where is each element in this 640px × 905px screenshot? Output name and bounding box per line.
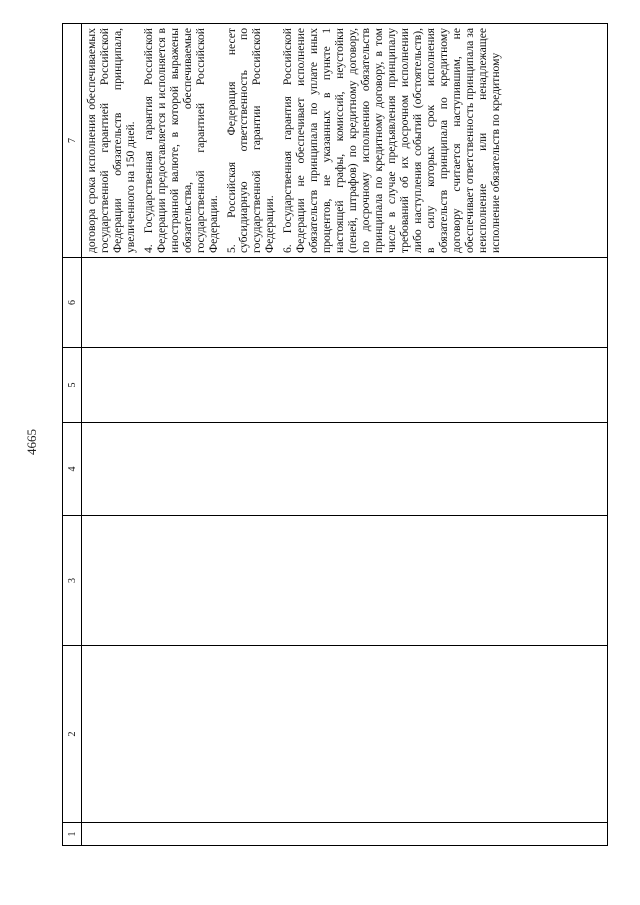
cell-col-5 (82, 348, 608, 423)
column-header-4: 4 (63, 423, 82, 516)
guarantee-conditions-table (62, 23, 608, 846)
rotated-table-container (62, 24, 608, 846)
cell-col-2 (82, 646, 608, 823)
column-header-3: 3 (63, 516, 82, 646)
paragraph-5: 5. Российская Федерация несет субсидиарную ответственность по государственной гарантии Российской Федерации. (224, 28, 277, 253)
column-header-7: 7 (63, 24, 82, 258)
cell-col-1 (82, 823, 608, 846)
column-header-2: 2 (63, 646, 82, 823)
cell-col-6 (82, 258, 608, 348)
cell-col-4 (82, 423, 608, 516)
page-number: 4665 (24, 429, 39, 455)
cell-col-7 (82, 24, 608, 258)
paragraph-4: 4. Государственная гарантия Российской Федерации предоставляется и исполняется в иностранной валюте, в которой выражены обязательства, обеспечиваемые государственной гарантией Российской Федерации. (141, 28, 220, 253)
column-header-5: 5 (63, 348, 82, 423)
paragraph-continuation: договора срока исполнения обеспечиваемых государственной гарантией Российской Федерации обязательств принципала, увеличенного на 150 дней. (85, 28, 137, 253)
column-header-1: 1 (63, 823, 82, 846)
column-header-6: 6 (63, 258, 82, 348)
table-header-row (63, 24, 82, 846)
table-row (82, 24, 608, 846)
cell-col-3 (82, 516, 608, 646)
paragraph-6: 6. Государственная гарантия Российской Федерации не обеспечивает исполнение обязательств принципала по уплате иных процентов, не указанных в пункте 1 настоящей графы, комиссий, неустойки (пеней, штрафов) по кредитному договору, по досрочному исполнению обязательств принципала по кредитному договору, в том числе в случае предъявления принципалу требований об их досрочном исполнении либо наступления событий (обстоятельств), в силу которых срок исполнения обязательств принципала по кредитному договору считается наступившим, не обеспечивает ответственность принципала за неисполнение или ненадлежащее исполнение обязательств по кредитному (281, 28, 502, 253)
